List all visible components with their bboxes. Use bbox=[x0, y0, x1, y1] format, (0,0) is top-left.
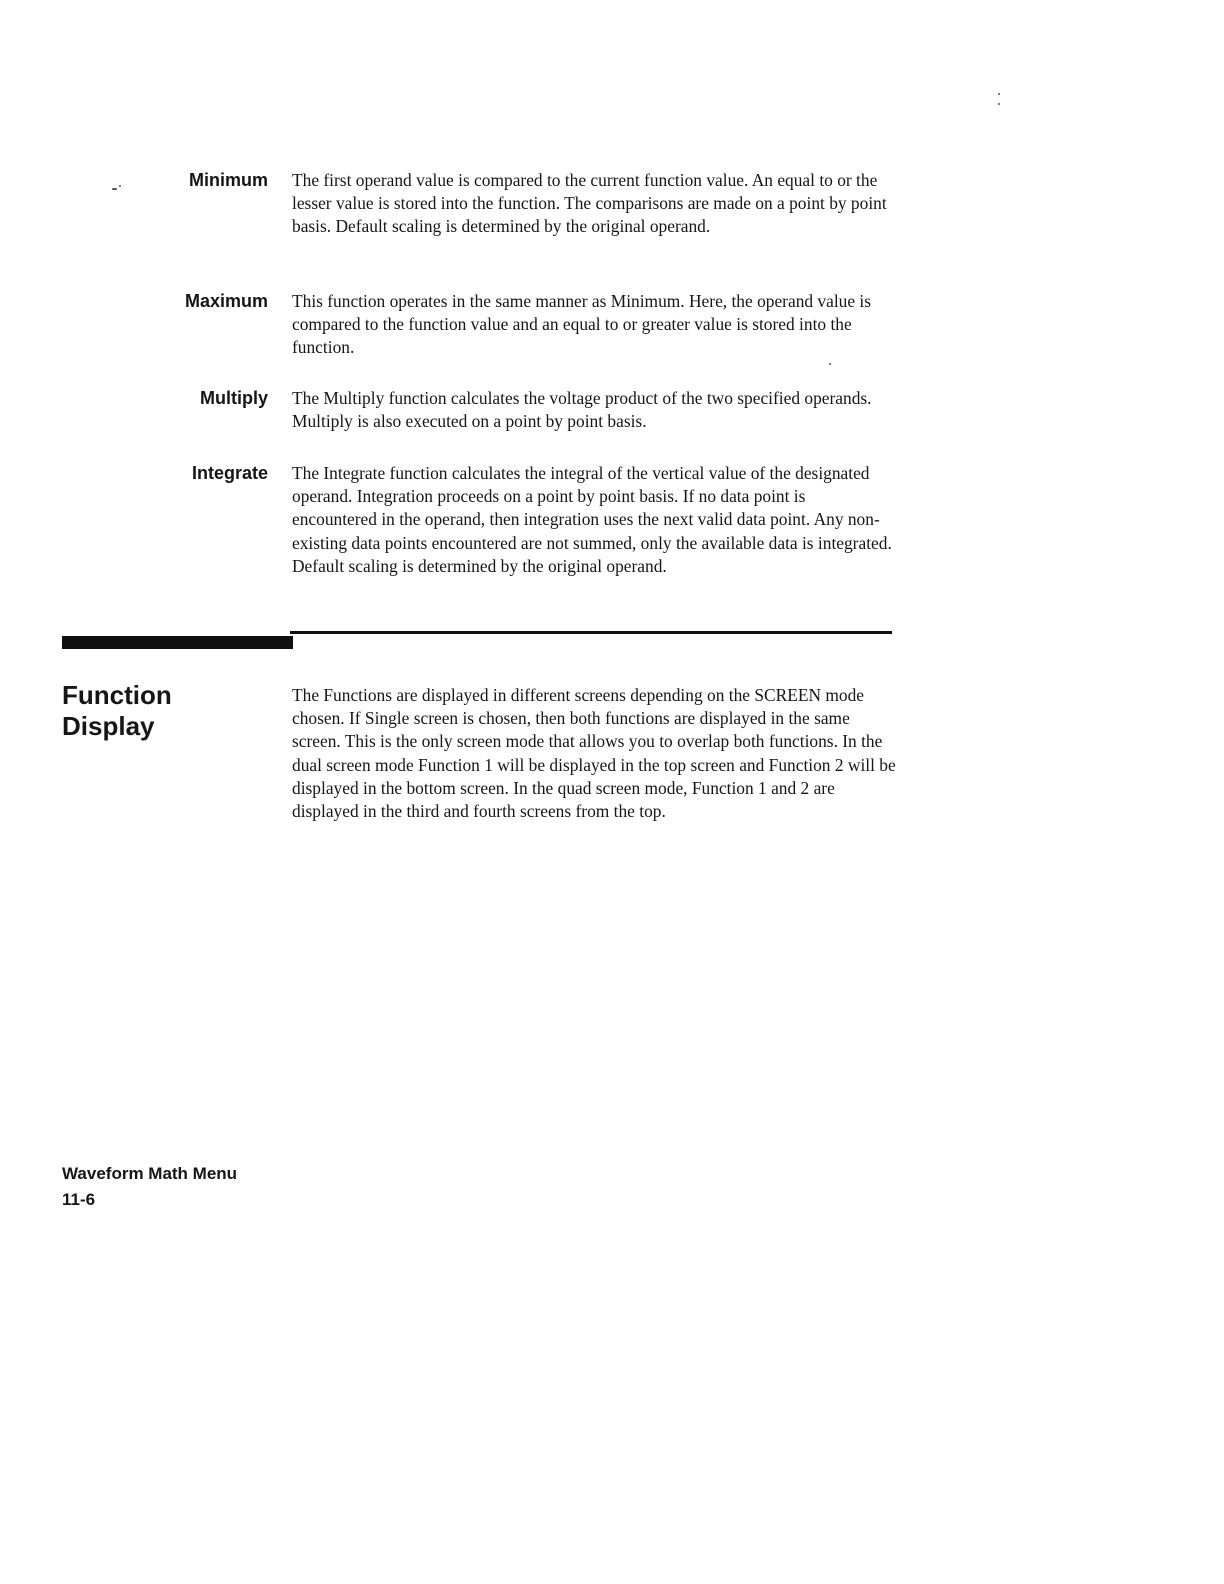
term-description: The first operand value is compared to the current function value. An equal to or the lesser value is stored into the function. The comparisons are made on a point by point basis. Default scaling is determined by the original operand. bbox=[292, 170, 887, 237]
term-description: This function operates in the same manner as Minimum. Here, the operand value is compared to the function value and an equal to or greater value is stored into the function. bbox=[292, 291, 872, 358]
page-number: 11-6 bbox=[62, 1190, 96, 1209]
term-label: Minimum bbox=[189, 170, 268, 190]
term-description: The Multiply function calculates the voltage product of the two specified operands. Multiply is also executed on a point by point basis. bbox=[292, 388, 872, 432]
scan-speck bbox=[112, 188, 117, 190]
scan-speck bbox=[998, 103, 1000, 105]
section-heading bbox=[62, 680, 172, 742]
scan-speck bbox=[119, 185, 121, 187]
term-label: Maximum bbox=[184, 291, 268, 311]
page-footer bbox=[62, 1161, 237, 1213]
section-heading-line1: Function bbox=[62, 680, 172, 710]
section-divider-thick bbox=[62, 636, 293, 649]
term-label: Integrate bbox=[191, 463, 268, 483]
term-description: The Integrate function calculates the integral of the vertical value of the designated operand. Integration proceeds on a point by point basis. If no data point is encountered in the operand, then integration uses the next valid data point. Any non-existing data points encountered are not summed, only the available data is integrated. Default scaling is determined by the original operand. bbox=[292, 463, 892, 576]
scan-speck bbox=[829, 363, 831, 365]
footer-title: Waveform Math Menu bbox=[62, 1164, 238, 1183]
section-heading-line2: Display bbox=[62, 711, 155, 741]
section-divider-thin bbox=[290, 631, 892, 634]
term-label: Multiply bbox=[200, 388, 268, 408]
scan-speck bbox=[998, 93, 1000, 95]
section-body: The Functions are displayed in different screens depending on the SCREEN mode chosen. If Single screen is chosen, then both functions are displayed in the same screen. This is the only screen mode that allows you to overlap both functions. In the dual screen mode Function 1 will be displayed in the top screen and Function 2 will be displayed in the bottom screen. In the quad screen mode, Function 1 and 2 are displayed in the third and fourth screens from the top. bbox=[292, 685, 896, 822]
